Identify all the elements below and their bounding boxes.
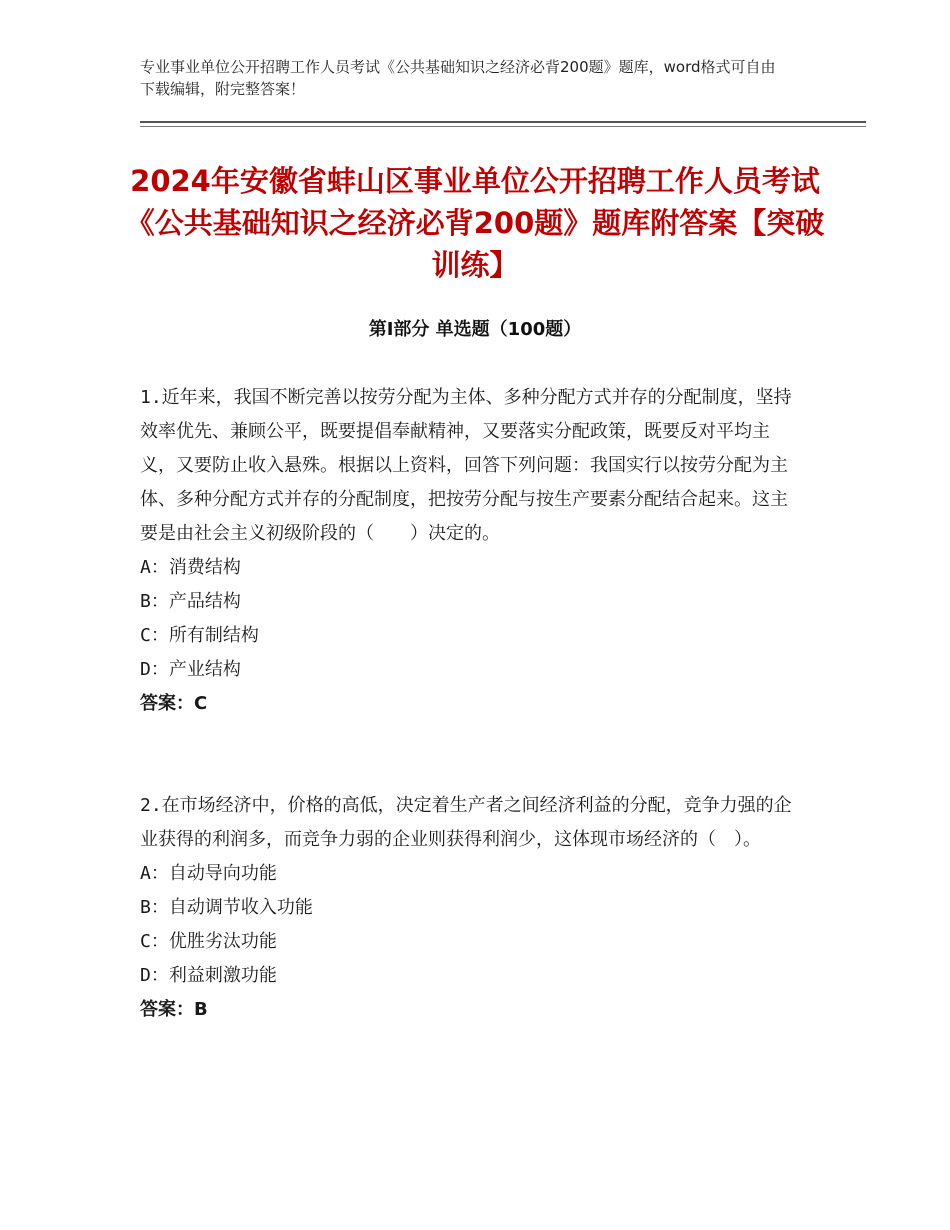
option-a: A：消费结构 [140, 557, 241, 578]
option-b: B：自动调节收入功能 [140, 897, 313, 918]
question-stem: 2.在市场经济中，价格的高低，决定着生产者之间经济利益的分配，竞争力强的企业获得的利润多，而竞争力弱的企业则获得利润少，这体现市场经济的（ ）。 [140, 795, 792, 850]
option-b: B：产品结构 [140, 591, 241, 612]
question-1 [140, 381, 800, 721]
question-stem: 1.近年来，我国不断完善以按劳分配为主体、多种分配方式并存的分配制度，坚持效率优先、兼顾公平，既要提倡奉献精神，又要落实分配政策，既要反对平均主义，又要防止收入悬殊。根据以上资料，回答下列问题：我国实行以按劳分配为主体、多种分配方式并存的分配制度，把按劳分配与按生产要素分配结合起来。这主要是由社会主义初级阶段的（ ）决定的。 [140, 387, 792, 544]
option-d: D：利益刺激功能 [140, 965, 277, 986]
header-divider-thin [140, 126, 866, 127]
answer-line: 答案：C [140, 693, 208, 714]
option-c: C：优胜劣汰功能 [140, 931, 277, 952]
option-c: C：所有制结构 [140, 625, 259, 646]
question-2 [140, 789, 800, 1027]
section-heading: 第I部分 单选题（100题） [368, 319, 582, 340]
header-note: 专业事业单位公开招聘工作人员考试《公共基础知识之经济必背200题》题库，word格式可自由下载编辑，附完整答案！ [140, 58, 776, 98]
option-a: A：自动导向功能 [140, 863, 277, 884]
answer-line: 答案：B [140, 999, 208, 1020]
document-title: 2024年安徽省蚌山区事业单位公开招聘工作人员考试《公共基础知识之经济必背200题》题库附答案【突破训练】 [125, 164, 825, 282]
header-divider-thick [140, 121, 866, 123]
option-d: D：产业结构 [140, 659, 241, 680]
